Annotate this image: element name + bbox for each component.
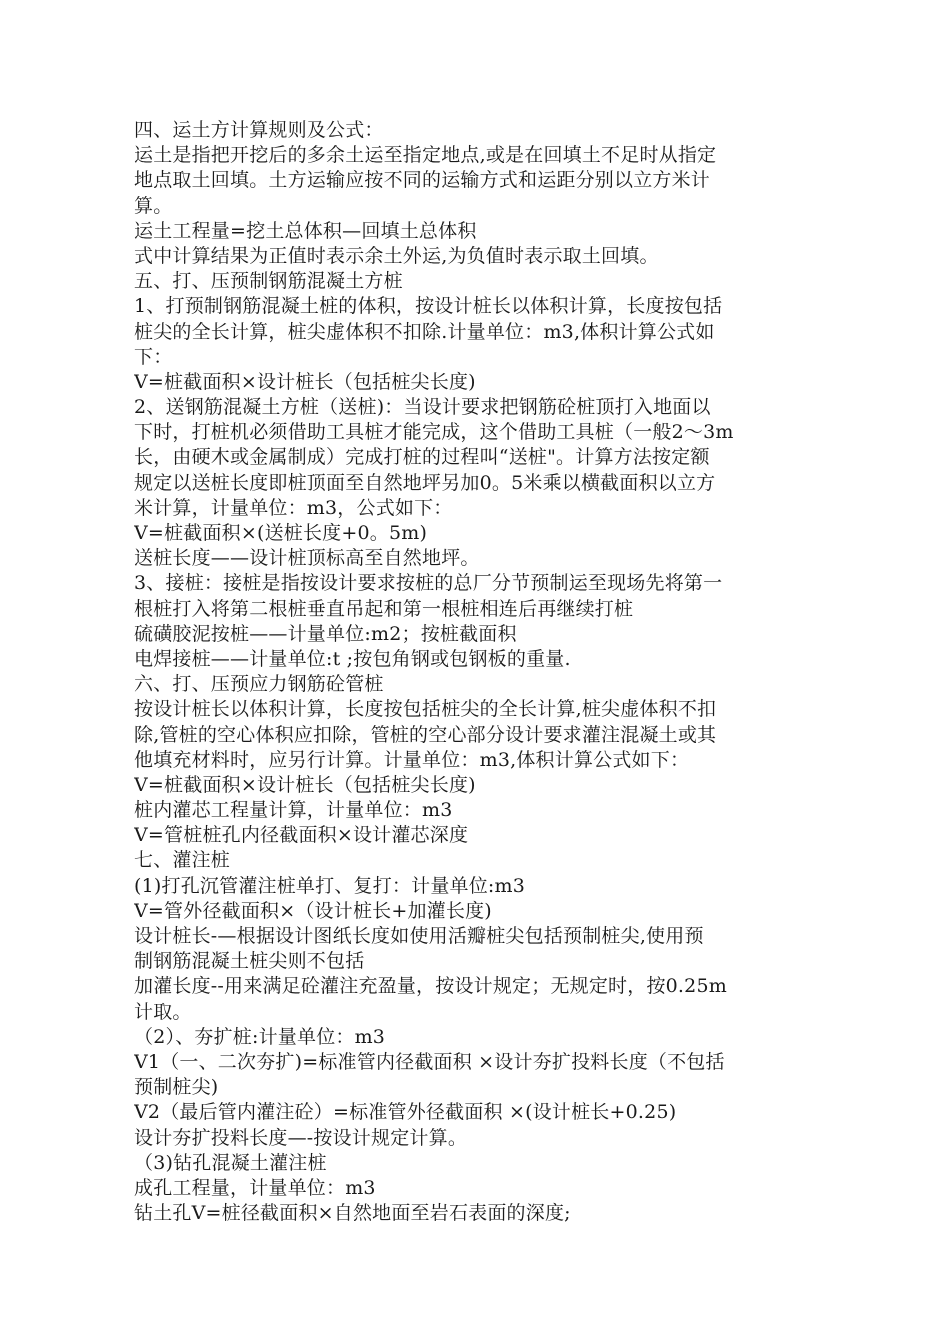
formula-line: 钻土孔V=桩径截面积×自然地面至岩石表面的深度; — [134, 1202, 571, 1225]
paragraph-line: 按设计桩长以体积计算，长度按包括桩尖的全长计算,桩尖虚体积不扣 — [134, 698, 717, 721]
formula-line: V=管桩桩孔内径截面积×设计灌芯深度 — [134, 824, 469, 847]
paragraph-line: 桩内灌芯工程量计算，计量单位：m3 — [134, 799, 453, 822]
section-heading-7: 七、灌注桩 — [134, 849, 231, 872]
paragraph-line: 运土是指把开挖后的多余土运至指定地点,或是在回填土不足时从指定 — [134, 144, 717, 167]
formula-line: V=桩截面积×(送桩长度+0。5m) — [134, 522, 428, 544]
section-heading-4: 四、运土方计算规则及公式： — [134, 119, 384, 141]
paragraph-line: 长，由硬木或金属制成）完成打桩的过程叫“送桩"。计算方法按定额 — [134, 446, 710, 469]
formula-line: V=桩截面积×设计桩长（包括桩尖长度) — [134, 370, 476, 393]
paragraph-line: (1)打孔沉管灌注桩单打、复打：计量单位:m3 — [134, 874, 526, 897]
paragraph-line: 硫磺胶泥按桩——计量单位:m2；按桩截面积 — [134, 622, 517, 645]
paragraph-line: 算。 — [134, 194, 173, 217]
paragraph-line: （2）、夯扩桩:计量单位：m3 — [134, 1025, 386, 1048]
paragraph-line: （3)钻孔混凝土灌注桩 — [134, 1151, 327, 1174]
paragraph-line: 1、打预制钢筋混凝土桩的体积，按设计桩长以体积计算，长度按包括 — [134, 295, 723, 318]
formula-line: V=桩截面积×设计桩长（包括桩尖长度) — [134, 773, 476, 796]
paragraph-line: 下： — [134, 345, 173, 368]
paragraph-line: 成孔工程量，计量单位：m3 — [134, 1176, 376, 1199]
formula-line: V=管外径截面积×（设计桩长+加灌长度) — [134, 899, 492, 922]
paragraph-line: 式中计算结果为正值时表示余土外运,为负值时表示取土回填。 — [134, 244, 659, 267]
paragraph-line: 制钢筋混凝土桩尖则不包括 — [134, 950, 365, 973]
document-body — [134, 118, 824, 1226]
paragraph-line: 地点取土回填。土方运输应按不同的运输方式和运距分别以立方米计 — [134, 169, 711, 192]
paragraph-line: 送桩长度——设计桩顶标高至自然地坪。 — [134, 547, 480, 570]
paragraph-line: 加灌长度--用来满足砼灌注充盈量，按设计规定；无规定时，按0.25m — [134, 975, 727, 998]
paragraph-line: 他填充材料时，应另行计算。计量单位：m3,体积计算公式如下： — [134, 748, 690, 771]
formula-line: V2（最后管内灌注砼）=标准管外径截面积 ×(设计桩长+0.25) — [134, 1101, 677, 1124]
section-heading-5: 五、打、压预制钢筋混凝土方桩 — [134, 270, 403, 293]
paragraph-line: 设计桩长-—根据设计图纸长度如使用活瓣桩尖包括预制桩尖,使用预 — [134, 925, 704, 947]
paragraph-line: 计取。 — [134, 1000, 192, 1023]
paragraph-line: 2、送钢筋混凝土方桩（送桩)：当设计要求把钢筋砼桩顶打入地面以 — [134, 396, 711, 419]
section-heading-6: 六、打、压预应力钢筋砼管桩 — [134, 673, 384, 696]
paragraph-line: 下时，打桩机必须借助工具桩才能完成，这个借助工具桩（一般2～3m — [134, 421, 734, 444]
paragraph-line: 预制桩尖) — [134, 1076, 219, 1099]
paragraph-line: 除,管桩的空心体积应扣除，管桩的空心部分设计要求灌注混凝土或其 — [134, 723, 717, 746]
paragraph-line: 桩尖的全长计算，桩尖虚体积不扣除.计量单位：m3,体积计算公式如 — [134, 320, 715, 343]
paragraph-line: 3、接桩：接桩是指按设计要求按桩的总厂分节预制运至现场先将第一 — [134, 572, 723, 595]
paragraph-line: 米计算，计量单位：m3，公式如下： — [134, 496, 453, 519]
paragraph-line: 根桩打入将第二根桩垂直吊起和第一根桩相连后再继续打桩 — [134, 597, 634, 620]
formula-line: 运土工程量=挖土总体积—回填土总体积 — [134, 219, 477, 242]
formula-line: V1（一、二次夯扩)=标准管内径截面积 ×设计夯扩投料长度（不包括 — [134, 1050, 725, 1073]
paragraph-line: 规定以送桩长度即桩顶面至自然地坪另加0。5米乘以横截面积以立方 — [134, 471, 716, 494]
paragraph-line: 电焊接桩——计量单位:t ;按包角钢或包钢板的重量. — [134, 647, 571, 670]
paragraph-line: 设计夯扩投料长度—-按设计规定计算。 — [134, 1126, 468, 1149]
